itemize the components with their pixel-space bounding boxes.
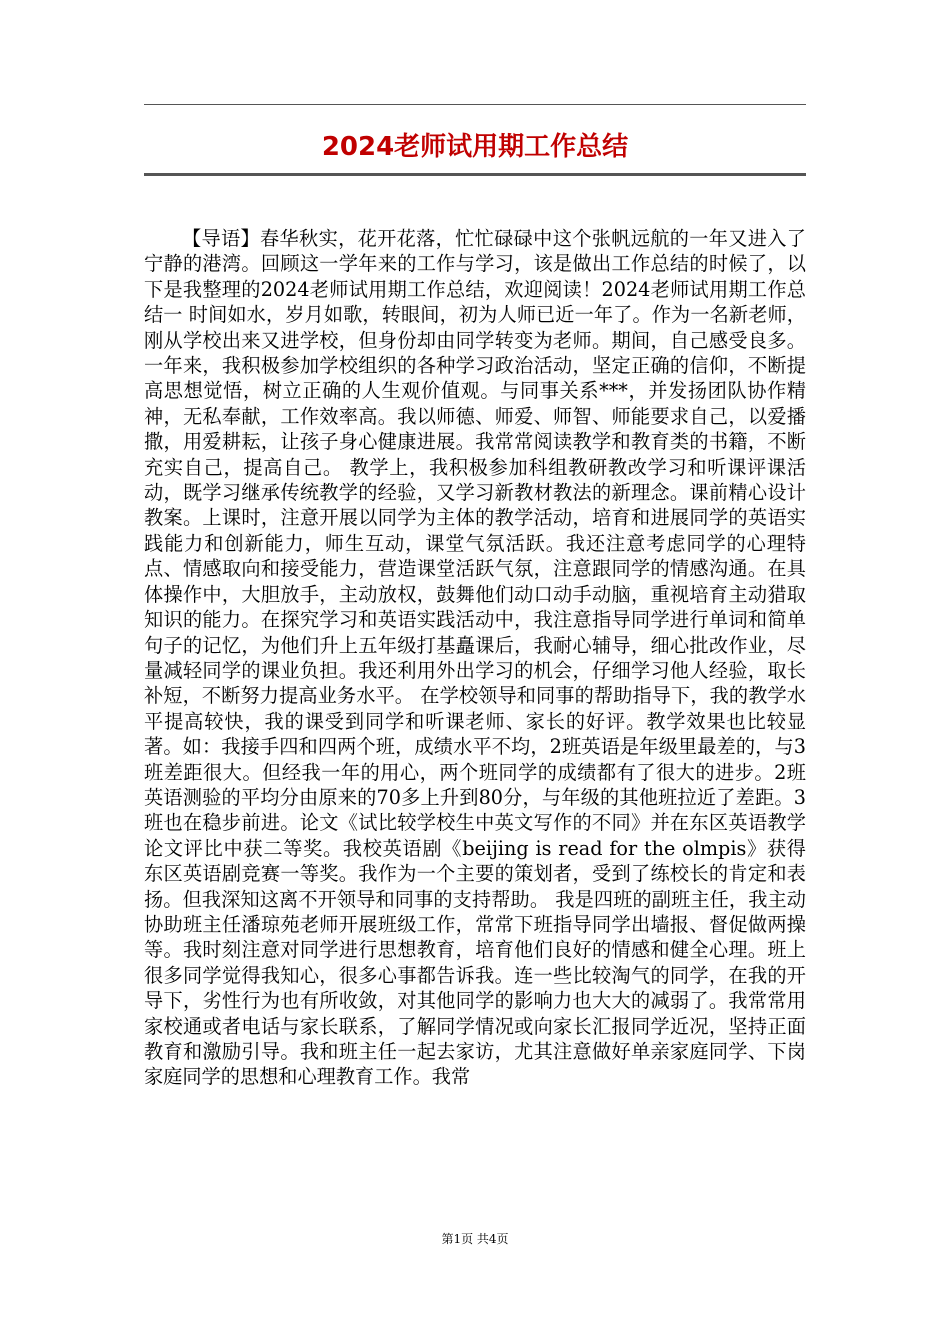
document-title: 2024老师试用期工作总结 bbox=[321, 132, 629, 162]
document-body: 【导语】春华秋实，花开花落，忙忙碌碌中这个张帆远航的一年又进入了宁静的港湾。回顾这一学年来的工作与学习，该是做出工作总结的时候了，以下是我整理的2024老师试用期工作总结，欢迎阅读！2024老师试用期工作总结一 时间如水，岁月如歌，转眼间，初为人师已近一年了。作为一名新老师，刚从学校出来又进学校，但身份却由同学转变为老师。期间，自己感受良多。 一年来，我积极参加学校组织的各种学习政治活动，坚定正确的信仰，不断提高思想觉悟，树立正确的人生观价值观。与同事关系***，并发扬团队协作精神，无私奉献，工作效率高。我以师德、师爱、师智、师能要求自己，以爱播撒，用爱耕耘，让孩子身心健康进展。我常常阅读教学和教育类的书籍，不断充实自己，提高自己。 教学上，我积极参加科组教研教改学习和听课评课活动，既学习继承传统教学的经验，又学习新教材教法的新理念。课前精心设计教案。上课时，注意开展以同学为主体的教学活动，培育和进展同学的英语实践能力和创新能力，师生互动，课堂气氛活跃。我还注意考虑同学的心理特点、情感取向和接受能力，营造课堂活跃气氛，注意跟同学的情感沟通。在具体操作中，大胆放手，主动放权，鼓舞他们动口动手动脑，重视培育主动猎取知识的能力。在探究学习和英语实践活动中，我注意指导同学进行单词和简单句子的记忆，为他们升上五年级打基矗课后，我耐心辅导，细心批改作业，尽量减轻同学的课业负担。我还利用外出学习的机会，仔细学习他人经验，取长补短，不断努力提高业务水平。 在学校领导和同事的帮助指导下，我的教学水平提高较快，我的课受到同学和听课老师、家长的好评。教学效果也比较显著。如：我接手四和四两个班，成绩水平不均，2班英语是年级里最差的，与3班差距很大。但经我一年的用心，两个班同学的成绩都有了很大的进步。2班英语测验的平均分由原来的70多上升到80分，与年级的其他班拉近了差距。3班也在稳步前进。论文《试比较学校生中英文写作的不同》并在东区英语教学论文评比中获二等奖。我校英语剧《beijing is read for the olmpis》获得东区英语剧竞赛一等奖。我作为一个主要的策划者，受到了练校长的肯定和表扬。但我深知这离不开领导和同事的支持帮助。 我是四班的副班主任，我主动协助班主任潘琼苑老师开展班级工作，常常下班指导同学出墙报、督促做两操等。我时刻注意对同学进行思想教育，培育他们良好的情感和健全心理。班上很多同学觉得我知心，很多心事都告诉我。连一些比较淘气的同学，在我的开导下，劣性行为也有所收敛，对其他同学的影响力也大大的减弱了。我常常用家校通或者电话与家长联系，了解同学情况或向家长汇报同学近况，坚持正面教育和激励引导。我和班主任一起去家访，尤其注意做好单亲家庭同学、下岗家庭同学的思想和心理教育工作。我常 bbox=[144, 227, 806, 1089]
page-footer: 第1页 共4页 bbox=[441, 1232, 509, 1246]
header-rule-bottom bbox=[144, 173, 806, 176]
header-rule-top bbox=[144, 104, 806, 105]
